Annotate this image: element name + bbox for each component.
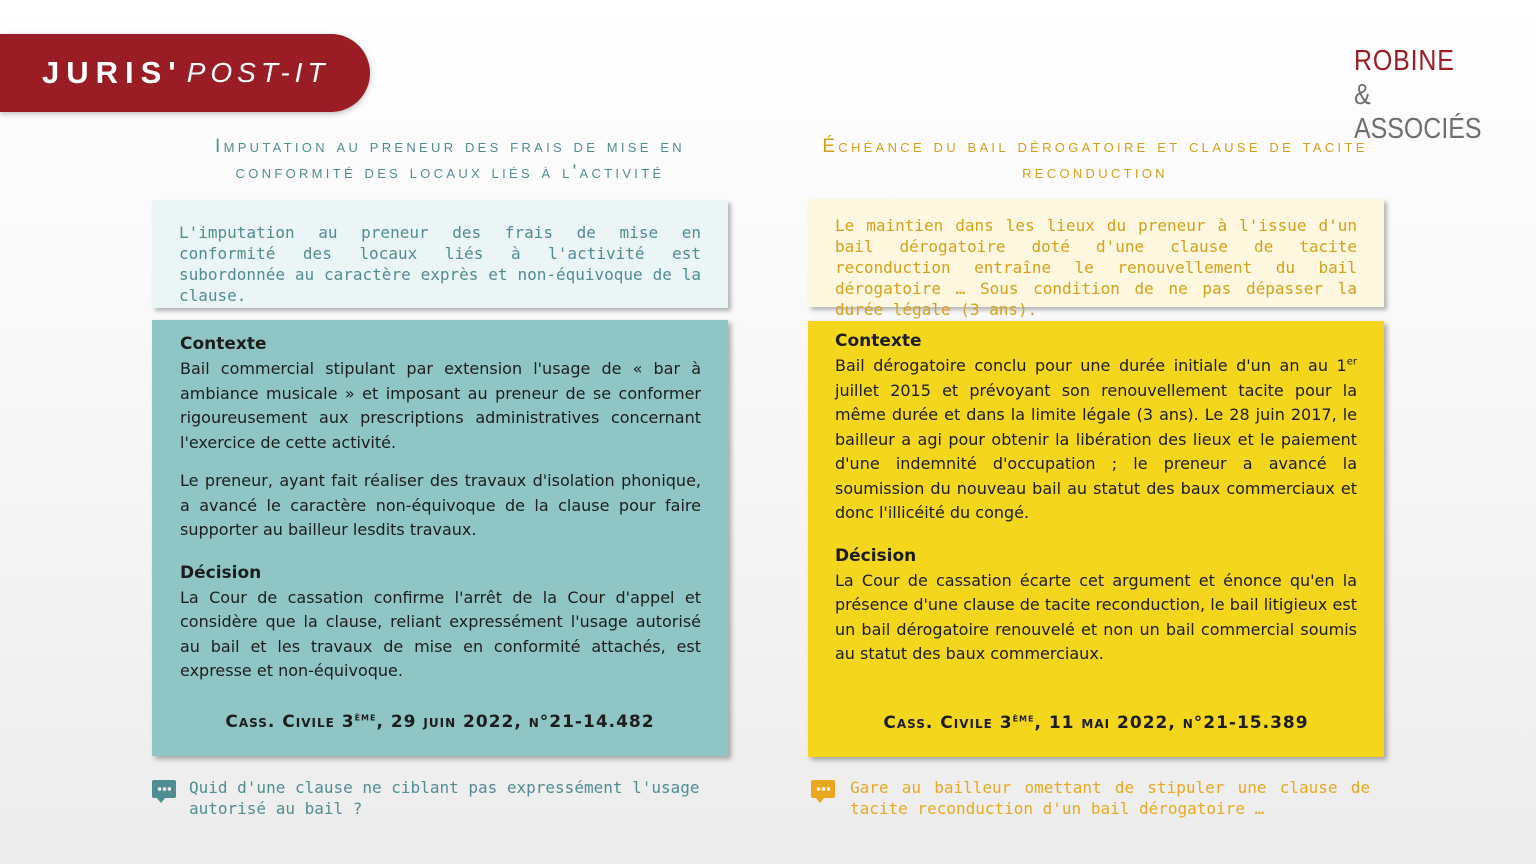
right-title: Échéance du bail dérogatoire et clause de tacite reconduction <box>822 136 1368 183</box>
right-summary: Le maintien dans les lieux du preneur à l'issue d'un bail dérogatoire doté d'une clause de tacite reconduction entraîne le renouvellement du bail dérogatoire … Sous condition de ne pas dépasser la durée légale (3 ans). <box>808 199 1384 307</box>
header-banner <box>0 34 370 112</box>
right-reference: Cass. Civile 3ème, 11 mai 2022, n°21-15.389 <box>883 711 1309 733</box>
logo-line2: & ASSOCIÉS <box>1354 79 1482 145</box>
right-decision-heading: Décision <box>835 545 917 566</box>
comment-bubble-icon <box>152 780 176 798</box>
left-summary: L'imputation au preneur des frais de mise en conformité des locaux liés à l'activité est subordonnée au caractère exprès et non-équivoque de la clause. <box>152 200 728 308</box>
right-note: Gare au bailleur omettant de stipuler une clause de tacite reconduction d'un bail dérogatoire … <box>850 778 1370 818</box>
left-context-p1: Bail commercial stipulant par extension l'usage de « bar à ambiance musicale » et imposant au preneur de se conformer rigoureusement aux prescriptions administratives concernant l'exercice de cette activité. <box>180 359 701 452</box>
right-context-heading: Contexte <box>835 331 922 351</box>
left-context-p2: Le preneur, ayant fait réaliser des travaux d'isolation phonique, a avancé le caractère non-équivoque de la clause pour faire supporter au bailleur lesdits travaux. <box>180 471 701 539</box>
left-decision-heading: Décision <box>180 562 262 583</box>
left-decision-text: La Cour de cassation confirme l'arrêt de la Cour d'appel et considère que la clause, reliant expressément l'usage autorisé au bail et les travaux de mise en conformité attachés, est expresse et non-équivoque. <box>180 587 701 680</box>
logo-line1: ROBINE <box>1354 45 1455 77</box>
right-card <box>808 321 1384 757</box>
company-logo <box>1354 44 1482 146</box>
brand-postit: POST-IT <box>186 57 330 88</box>
left-title: Imputation au preneur des frais de mise en conformité des locaux liés à l'activité <box>215 136 685 183</box>
comment-bubble-icon <box>811 780 835 798</box>
left-context-heading: Contexte <box>180 334 267 354</box>
right-context-p1: Bail dérogatoire conclu pour une durée initiale d'un an au 1er juillet 2015 et prévoyant son renouvellement tacite pour la même durée et dans la limite légale (3 ans). Le 28 juin 2017, le bailleur a agi pour obtenir la libération des lieux et le paiement d'une indemnité d'occupation ; le preneur a avancé la soumission du nouveau bail au statut des baux commerciaux et donc l'illicéité du congé. <box>835 356 1357 522</box>
left-reference: Cass. Civile 3ème, 29 juin 2022, n°21-14.482 <box>225 710 655 732</box>
left-card <box>152 320 728 756</box>
left-note: Quid d'une clause ne ciblant pas expressément l'usage autorisé au bail ? <box>189 778 700 818</box>
right-decision-text: La Cour de cassation écarte cet argument et énonce qu'en la présence d'une clause de tacite reconduction, le bail litigieux est un bail dérogatoire renouvelé et non un bail commercial soumis au statut des baux commerciaux. <box>835 570 1357 663</box>
brand-juris: JURIS' <box>42 55 183 90</box>
